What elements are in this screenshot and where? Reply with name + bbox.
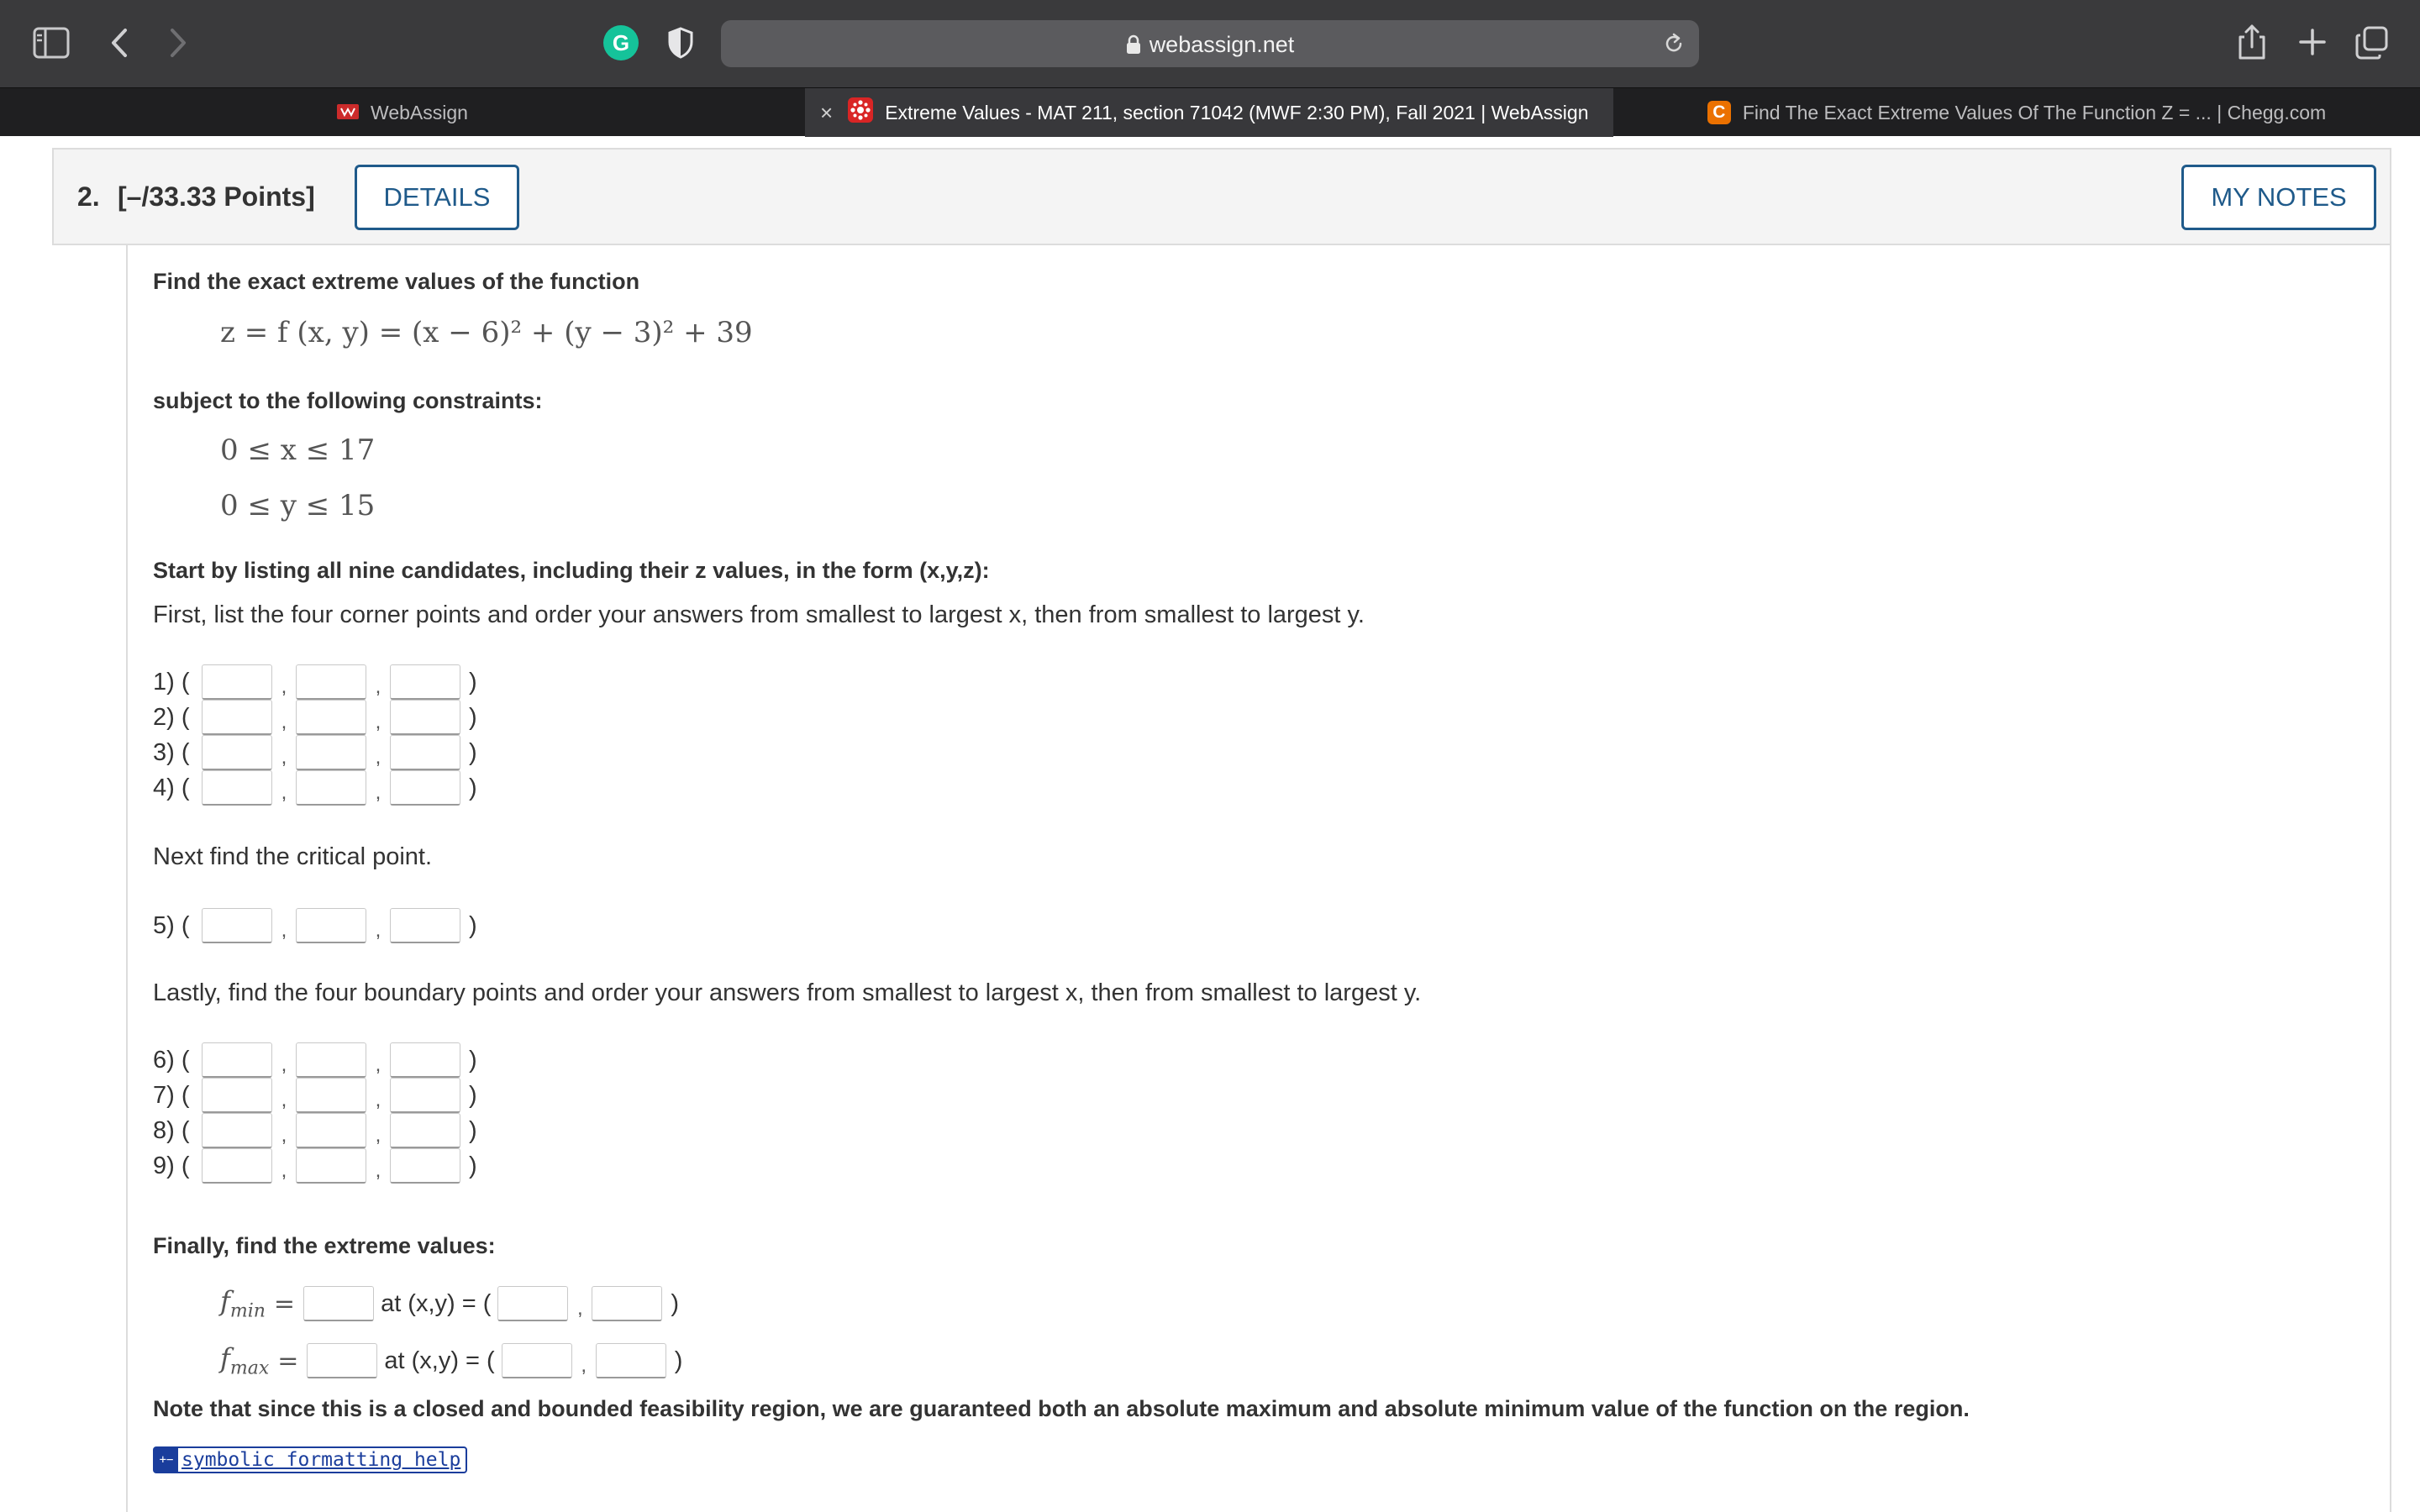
x-input[interactable] bbox=[202, 664, 272, 700]
address-text bbox=[721, 32, 1699, 60]
new-tab-plus-icon[interactable] bbox=[2294, 24, 2331, 60]
tab-close-icon[interactable]: × bbox=[820, 99, 834, 125]
fmin-label: $f_{min}$ bbox=[220, 1285, 266, 1322]
z-input[interactable] bbox=[390, 770, 460, 806]
x-input[interactable] bbox=[202, 770, 272, 806]
z-input[interactable] bbox=[390, 735, 460, 770]
chegg-favicon-icon: C bbox=[1707, 101, 1731, 124]
question-number: 2. bbox=[77, 181, 100, 212]
candidate-row-6: 6) ( , , ) bbox=[153, 1042, 477, 1079]
fmin-x-input[interactable] bbox=[497, 1286, 568, 1321]
candidate-row-7: 7) ( , , ) bbox=[153, 1077, 477, 1114]
tab-label: WebAssign bbox=[371, 101, 468, 123]
constraints-intro: subject to the following constraints: bbox=[153, 388, 543, 413]
question-header bbox=[52, 148, 2391, 245]
address-url: webassign.net bbox=[1149, 32, 1295, 57]
z-input[interactable] bbox=[390, 1078, 460, 1113]
webassign-favicon-icon bbox=[337, 102, 359, 124]
z-input[interactable] bbox=[390, 1042, 460, 1078]
x-input[interactable] bbox=[202, 735, 272, 770]
question-content bbox=[126, 245, 2391, 1512]
y-input[interactable] bbox=[296, 700, 366, 735]
z-input[interactable] bbox=[390, 700, 460, 735]
boundary-instruction: Lastly, find the four boundary points and order your answers from smallest to largest x, then from smallest to largest y. bbox=[153, 979, 1422, 1006]
candidate-label: 4) ( bbox=[153, 774, 190, 801]
constraint-y: 0 ≤ y ≤ 15 bbox=[220, 489, 376, 522]
candidate-label: 5) ( bbox=[153, 911, 190, 939]
tab-label: Extreme Values - MAT 211, section 71042 (MWF 2:30 PM), Fall 2021 | WebAssign bbox=[885, 101, 1589, 123]
fmin-value-input[interactable] bbox=[303, 1286, 374, 1321]
x-input[interactable] bbox=[202, 1113, 272, 1148]
back-arrow-icon[interactable] bbox=[103, 24, 136, 62]
candidate-label: 2) ( bbox=[153, 703, 190, 731]
tab-bar bbox=[0, 87, 2420, 136]
function-equation: z = f (x, y) = (x − 6)² + (y − 3)² + 39 bbox=[220, 316, 753, 349]
y-input[interactable] bbox=[296, 770, 366, 806]
candidate-label: 6) ( bbox=[153, 1046, 190, 1074]
candidate-label: 9) ( bbox=[153, 1152, 190, 1179]
y-input[interactable] bbox=[296, 735, 366, 770]
y-input[interactable] bbox=[296, 1113, 366, 1148]
candidate-row-9: 9) ( , , ) bbox=[153, 1147, 477, 1184]
y-input[interactable] bbox=[296, 664, 366, 700]
corner-instruction: First, list the four corner points and order your answers from smallest to largest x, then from smallest to largest y. bbox=[153, 601, 1365, 628]
tab-label: Find The Exact Extreme Values Of The Function Z = ... | Chegg.com bbox=[1742, 101, 2327, 123]
candidate-row-4: 4) ( , , ) bbox=[153, 769, 477, 806]
note-text: Note that since this is a closed and bounded feasibility region, we are guaranteed both an absolute maximum and absolute minimum value of the function on the region. bbox=[153, 1396, 1970, 1421]
x-input[interactable] bbox=[202, 1078, 272, 1113]
fmax-y-input[interactable] bbox=[596, 1343, 666, 1378]
tab-overview-icon[interactable] bbox=[2353, 24, 2391, 62]
equals-sign: = bbox=[277, 1346, 299, 1376]
lock-icon bbox=[1126, 34, 1141, 60]
x-input[interactable] bbox=[202, 1148, 272, 1184]
extreme-intro: Finally, find the extreme values: bbox=[153, 1233, 496, 1258]
y-input[interactable] bbox=[296, 1148, 366, 1184]
at-label: at (x,y) = ( bbox=[384, 1347, 495, 1374]
my-notes-button[interactable]: MY NOTES bbox=[2181, 165, 2376, 230]
candidate-row-3: 3) ( , , ) bbox=[153, 734, 477, 771]
z-input[interactable] bbox=[390, 1148, 460, 1184]
privacy-shield-icon[interactable] bbox=[664, 25, 697, 60]
fmin-y-input[interactable] bbox=[592, 1286, 662, 1321]
address-bar[interactable] bbox=[721, 20, 1699, 67]
candidate-row-2: 2) ( , , ) bbox=[153, 699, 477, 736]
symbolic-formatting-help-link[interactable] bbox=[153, 1446, 467, 1473]
tab-extreme-values-active[interactable] bbox=[805, 88, 1613, 137]
candidate-row-1: 1) ( , , ) bbox=[153, 664, 477, 701]
x-input[interactable] bbox=[202, 700, 272, 735]
intro-text: Find the exact extreme values of the function bbox=[153, 269, 640, 294]
candidate-label: 8) ( bbox=[153, 1116, 190, 1144]
details-button[interactable]: DETAILS bbox=[355, 165, 519, 230]
fmax-value-input[interactable] bbox=[307, 1343, 377, 1378]
fmin-row: $f_{min}$ = at (x,y) = ( , ) bbox=[220, 1285, 680, 1322]
x-input[interactable] bbox=[202, 908, 272, 943]
candidate-label: 3) ( bbox=[153, 738, 190, 766]
y-input[interactable] bbox=[296, 1078, 366, 1113]
reload-icon[interactable] bbox=[1660, 30, 1687, 57]
webassign-star-favicon-icon bbox=[848, 97, 873, 128]
forward-arrow-icon[interactable] bbox=[161, 24, 195, 62]
critical-instruction: Next find the critical point. bbox=[153, 843, 433, 870]
browser-toolbar bbox=[0, 0, 2420, 87]
x-input[interactable] bbox=[202, 1042, 272, 1078]
tab-webassign[interactable] bbox=[0, 88, 805, 137]
instruction-text: Start by listing all nine candidates, including their z values, in the form (x,y,z): bbox=[153, 558, 990, 583]
fmax-label: $f_{max}$ bbox=[220, 1342, 270, 1379]
fmax-x-input[interactable] bbox=[502, 1343, 572, 1378]
z-input[interactable] bbox=[390, 908, 460, 943]
help-link-text: symbolic formatting help bbox=[182, 1449, 461, 1471]
candidate-label: 1) ( bbox=[153, 668, 190, 696]
tab-chegg[interactable] bbox=[1613, 88, 2420, 137]
question-points: [–/33.33 Points] bbox=[118, 181, 315, 212]
y-input[interactable] bbox=[296, 1042, 366, 1078]
candidate-label: 7) ( bbox=[153, 1081, 190, 1109]
equals-sign: = bbox=[273, 1289, 296, 1319]
candidate-row-5: 5) ( , , ) bbox=[153, 907, 477, 944]
constraint-x: 0 ≤ x ≤ 17 bbox=[220, 433, 376, 467]
z-input[interactable] bbox=[390, 1113, 460, 1148]
z-input[interactable] bbox=[390, 664, 460, 700]
sidebar-toggle-icon[interactable] bbox=[32, 25, 71, 60]
y-input[interactable] bbox=[296, 908, 366, 943]
fmax-row: $f_{max}$ = at (x,y) = ( , ) bbox=[220, 1342, 683, 1379]
candidate-row-8: 8) ( , , ) bbox=[153, 1112, 477, 1149]
formatting-help-icon: +− bbox=[155, 1448, 178, 1472]
grammarly-extension-icon[interactable]: G bbox=[603, 25, 639, 60]
at-label: at (x,y) = ( bbox=[381, 1289, 492, 1317]
share-icon[interactable] bbox=[2235, 22, 2269, 62]
